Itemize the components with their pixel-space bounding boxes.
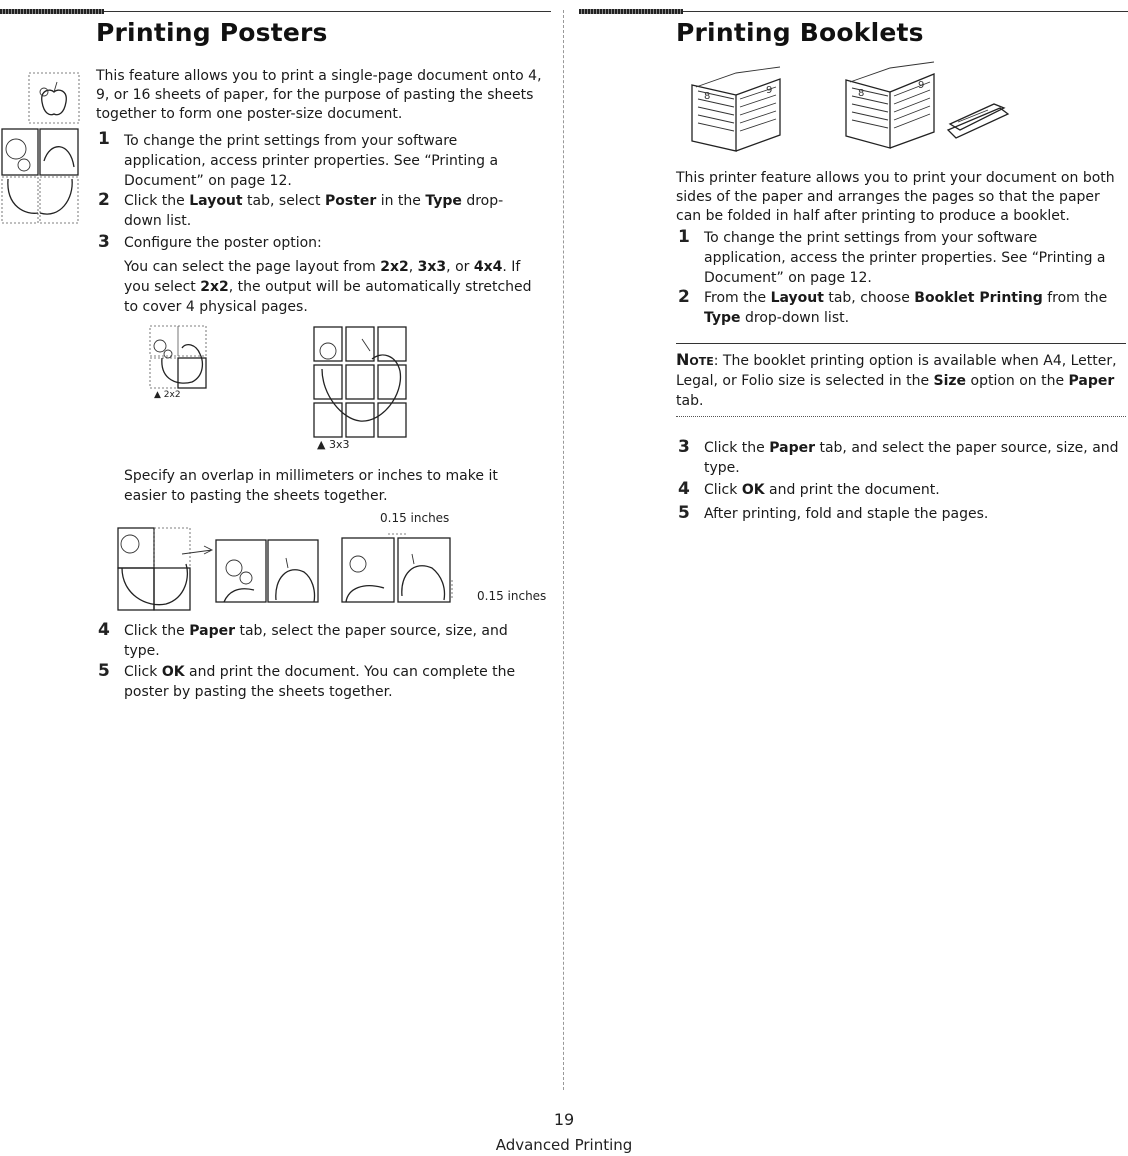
poster-step-3-text: Configure the poster option: bbox=[124, 235, 322, 251]
layout-options-text: You can select the page layout from 2x2, 3x3, or 4x4. If you select 2x2, the output will be automatically stretched to cover 4 physical pages. bbox=[124, 259, 532, 315]
booklet-step-2-number: 2 bbox=[678, 287, 690, 307]
overlap-sheets-illustration bbox=[214, 538, 322, 606]
booklet-step-5-number: 5 bbox=[678, 503, 690, 523]
column-divider bbox=[563, 10, 564, 1090]
header-rule-right bbox=[683, 11, 1128, 12]
poster-step-2-number: 2 bbox=[98, 190, 110, 210]
header-rule-left bbox=[104, 11, 551, 12]
booklet-step-3-text: Click the Paper tab, and select the paper source, size, and type. bbox=[704, 440, 1119, 476]
booklet-note-text: Note: The booklet printing option is available when A4, Letter, Legal, or Folio size is selected in the Size option on the Paper tab. bbox=[676, 350, 1117, 409]
booklet-step-4-text: Click OK and print the document. bbox=[704, 482, 940, 498]
poster-step-1-text: To change the print settings from your software application, access printer properties. See “Printing a Document” on page 12. bbox=[124, 133, 499, 189]
poster-step-2-text: Click the Layout tab, select Poster in the Type drop-down list. bbox=[124, 193, 504, 229]
booklet-step-2-text: From the Layout tab, choose Booklet Printing from the Type drop-down list. bbox=[704, 290, 1108, 326]
booklet-note bbox=[676, 343, 1126, 417]
section-name: Advanced Printing bbox=[495, 1136, 633, 1154]
poster-tiled-apple-icon bbox=[0, 127, 84, 231]
booklet-step-3-number: 3 bbox=[678, 437, 690, 457]
poster-apple-icon bbox=[28, 72, 80, 124]
poster-3x3-illustration bbox=[312, 325, 410, 439]
poster-step-1-number: 1 bbox=[98, 129, 110, 149]
stapled-booklet-illustration bbox=[842, 60, 1012, 152]
posters-title: Printing Posters bbox=[96, 18, 328, 47]
booklet-step-5-text: After printing, fold and staple the pages. bbox=[704, 506, 989, 522]
overlap-top-label: 0.15 inches bbox=[380, 511, 450, 525]
stapler-icon bbox=[948, 104, 1008, 138]
booklets-intro: This printer feature allows you to print your document on both sides of the paper and arranges the pages so that the paper can be folded in half after printing to produce a booklet. bbox=[676, 170, 1115, 224]
booklet-step-1-number: 1 bbox=[678, 227, 690, 247]
booklet-page-8-icon: 8 bbox=[704, 91, 711, 102]
header-hatch-left bbox=[0, 9, 104, 14]
poster-step-5-number: 5 bbox=[98, 661, 110, 681]
booklet-step-1-text: To change the print settings from your software application, access the printer properties. See “Printing a Document” on page 12. bbox=[704, 230, 1106, 286]
open-booklet-illustration bbox=[688, 65, 788, 155]
poster-step-5-text: Click OK and print the document. You can complete the poster by pasting the sheets together. bbox=[124, 664, 516, 700]
stapled-page-9-icon: 9 bbox=[918, 80, 925, 91]
overlap-result-illustration bbox=[340, 530, 456, 606]
caption-2x2: ▲ 2x2 bbox=[154, 390, 181, 400]
posters-intro: This feature allows you to print a single-page document onto 4, 9, or 16 sheets of paper, for the purpose of pasting the sheets together to form one poster-size document. bbox=[96, 68, 542, 122]
overlap-text: Specify an overlap in millimeters or inches to make it easier to pasting the sheets together. bbox=[124, 468, 498, 504]
poster-step-3-number: 3 bbox=[98, 232, 110, 252]
booklet-step-4-number: 4 bbox=[678, 479, 690, 499]
poster-step-4-text: Click the Paper tab, select the paper source, size, and type. bbox=[124, 623, 508, 659]
header-hatch-right bbox=[579, 9, 683, 14]
booklets-title: Printing Booklets bbox=[676, 18, 924, 47]
caption-3x3: ▲ 3x3 bbox=[317, 438, 350, 451]
overlap-side-label: 0.15 inches bbox=[477, 589, 547, 603]
page-number: 19 bbox=[553, 1110, 575, 1129]
poster-2x2-illustration bbox=[148, 324, 208, 392]
poster-step-4-number: 4 bbox=[98, 620, 110, 640]
booklet-page-9-icon: 9 bbox=[766, 85, 773, 96]
stapled-page-8-icon: 8 bbox=[858, 88, 865, 99]
overlap-source-illustration bbox=[116, 524, 214, 614]
